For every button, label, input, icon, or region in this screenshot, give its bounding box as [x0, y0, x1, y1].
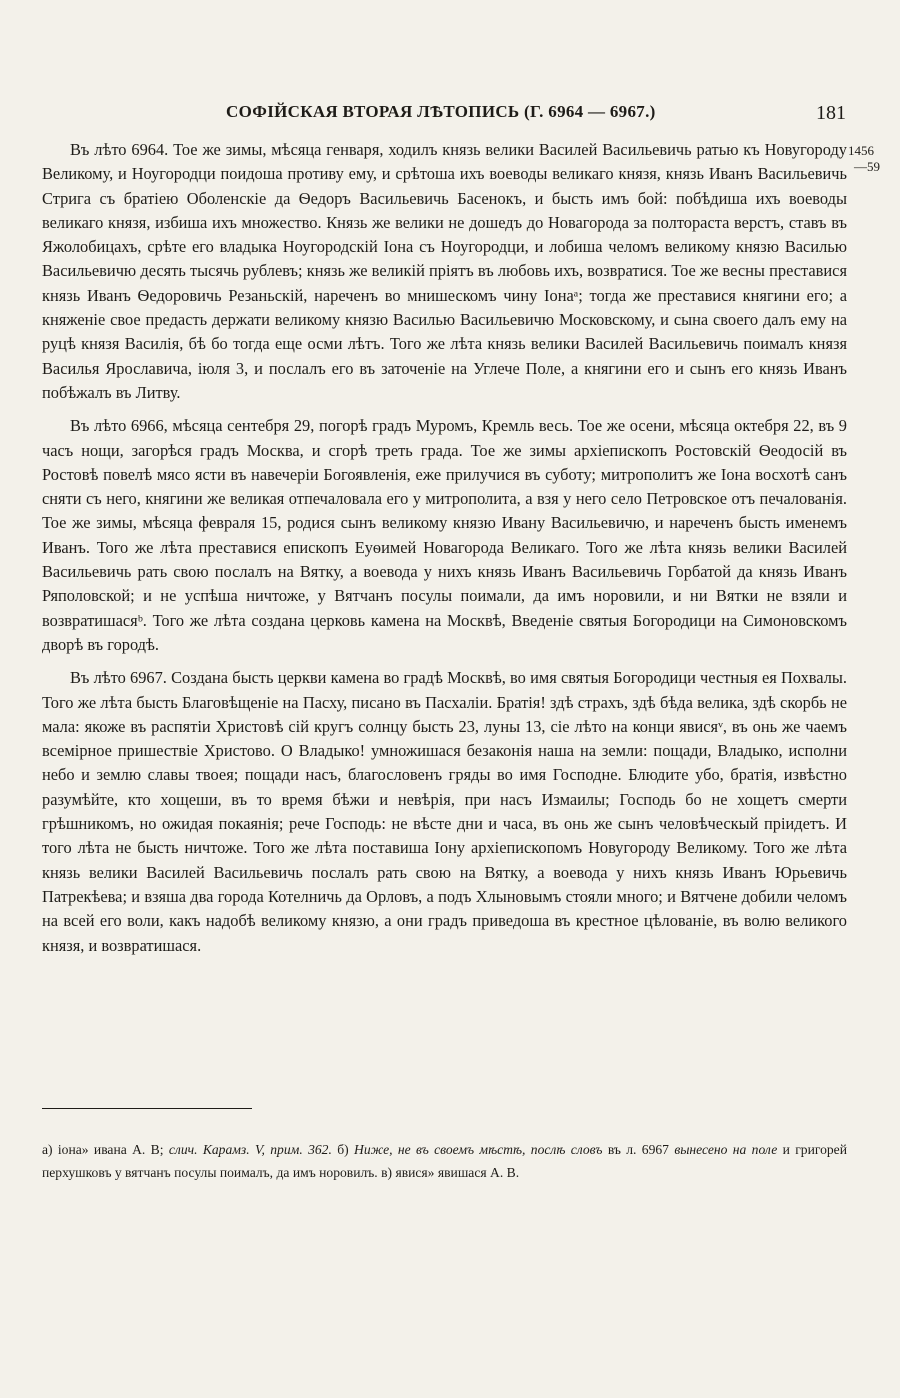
margin-year-end: —59 — [854, 159, 880, 174]
page-header — [0, 102, 900, 126]
footnote-b-italic-2: вынесено на поле — [674, 1142, 778, 1157]
running-head: СОФІЙСКАЯ ВТОРАЯ ЛѢТОПИСЬ (Г. 6964 — 6967.) — [226, 102, 656, 121]
chronicle-text — [42, 138, 847, 958]
footnote-a-reference: слич. Карамз. V, прим. 362. — [168, 1142, 332, 1157]
entry-6964: Въ лѣто 6964. Тое же зимы, мѣсяца генваря, ходилъ князь велики Василей Васильевичь ратью къ Новугороду Великому, и Ноугородци поидоша противу ему, и срѣтоша ихъ воеводы великаго князя, князь Иванъ Васильевичь Стрига съ братіею Оболенскіе да Ѳедоръ Васильевичь Басенокъ, и бысть имъ бой: побѣдиша ихъ воеводы великаго князя, избиша ихъ множество. Князь же велики не дошедъ до Новагорода за полтораста верстъ, ставъ въ Яжолобицахъ, срѣте его владыка Ноугородскій Іона съ Ноугородци, и лобиша челомъ великому князю Василью Васильевичю десять тысячь рублевъ; князь же великій пріятъ въ любовь ихъ, возвратися. Тое же весны преставися князь Иванъ Ѳедоровичь Резаньскій, нареченъ во мнишескомъ чину Іонаᵃ; тогда же преставися княгини его; а княженіе свое предасть держати великому князю Василью Васильевичю Московскому, и сына своего далъ ему на руцѣ князя Василія, бѣ бо тогда еще осми лѣтъ. Того же лѣта князь велики Василей Васильевичь поималъ князя Василья Ярославича, іюля 3, и послалъ его въ заточеніе на Углече Поле, а княгини его и сынъ его князь Иванъ побѣжалъ въ Литву. — [42, 140, 847, 402]
footnote-b-text-2: и григорей перхушковъ у вятчанъ посулы поималъ, да имъ норовилъ. — [42, 1142, 847, 1180]
entry-6966: Въ лѣто 6966, мѣсяца сентебря 29, погорѣ градъ Муромъ, Кремль весь. Тое же осени, мѣсяца октебря 22, въ 9 часъ нощи, загорѣся градъ Москва, и сгорѣ треть града. Тое же зимы архіепископъ Ростовскій Ѳеодосій въ Ростовѣ повелѣ мясо ясти въ навечеріи Богоявленія, еже прилучися въ суботу; митрополитъ же Іона восхотѣ санъ сняти съ него, княгини же великая отпечаловала его у митрополита, а взя у него село Петровское отъ печалованія. Тое же зимы, мѣсяца февраля 15, родися сынъ великому князю Ивану Васильевичю, и нареченъ бысть именемъ Иванъ. Того же лѣта преставися епископъ Еуѳимей Новагорода Великаго. Того же лѣта князь велики Василей Васильевичь рать свою послалъ на Вятку, а воевода у нихъ князь Иванъ Васильевичь Горбатой да князь Иванъ Ряполовской; и не успѣша ничтоже, у Вятчанъ посулы поимали, да имъ норовили, и ни Вятки не взяли и возвратишасяᵇ. Того же лѣта создана церковь камена на Москвѣ, Введеніе святыя Богородици на Симоновскомъ дворѣ въ городѣ. — [42, 416, 847, 654]
footnote-a-text: а) іона» ивана А. В; — [42, 1142, 164, 1157]
footnotes — [42, 1138, 847, 1184]
footnote-b-italic: Ниже, не въ своемъ мѣстѣ, послѣ словъ — [354, 1142, 603, 1157]
margin-year-range — [848, 143, 888, 175]
footnote-b-label: б) — [337, 1142, 349, 1157]
entry-6967: Въ лѣто 6967. Создана бысть церкви камена во градѣ Москвѣ, во имя святыя Богородици честныя ея Похвалы. Того же лѣта бысть Благовѣщеніе на Пасху, писано въ Пасхаліи. Братія! здѣ страхъ, здѣ бѣда велика, здѣ скорбь не мала: якоже въ распятіи Христовѣ сій кругъ солнцу бысть 23, луны 13, сіе лѣто на конци явисяᵛ, въ онь же чаемъ всемірное пришествіе Христово. О Владыко! умножишася безаконія наша на земли: пощади, Владыко, исполни небо и землю славы твоея; пощади насъ, благословенъ гряды во имя Господне. Блюдите убо, братія, извѣстно разумѣйте, кто хощеши, въ то время бѣжи и невѣрія, при насъ Измаилы; Господь бо не хощетъ смерти грѣшникомъ, но ожидая покаянія; рече Господь: не вѣсте дни и часа, въ онь же сынъ человѣческый пріидетъ. И того лѣта не бысть ничтоже. Того же лѣта поставиша Іону архіепископомъ Новугороду Великому. Того же лѣта князь велики Василей Васильевичь послалъ рать свою на Вятку, а воевода у нихъ князь Иванъ Юрьевичь Патрекѣева; и взяша два города Котелничь да Орловъ, а подъ Хлыновымъ стояли много; и Вятчене добили челомъ на всей его воли, какъ надобѣ великому князю, а они градъ приведоша въ крестное цѣлованіе, въ волю великого князя, и возвратишася. — [42, 668, 847, 955]
footnote-separator — [42, 1108, 252, 1109]
footnote-a-b — [42, 1138, 847, 1184]
footnote-b-text: въ л. 6967 — [607, 1142, 669, 1157]
margin-year-start: 1456 — [848, 143, 874, 158]
footnote-c-text: в) явися» явишася А. В. — [381, 1165, 520, 1180]
page-number: 181 — [816, 102, 846, 124]
